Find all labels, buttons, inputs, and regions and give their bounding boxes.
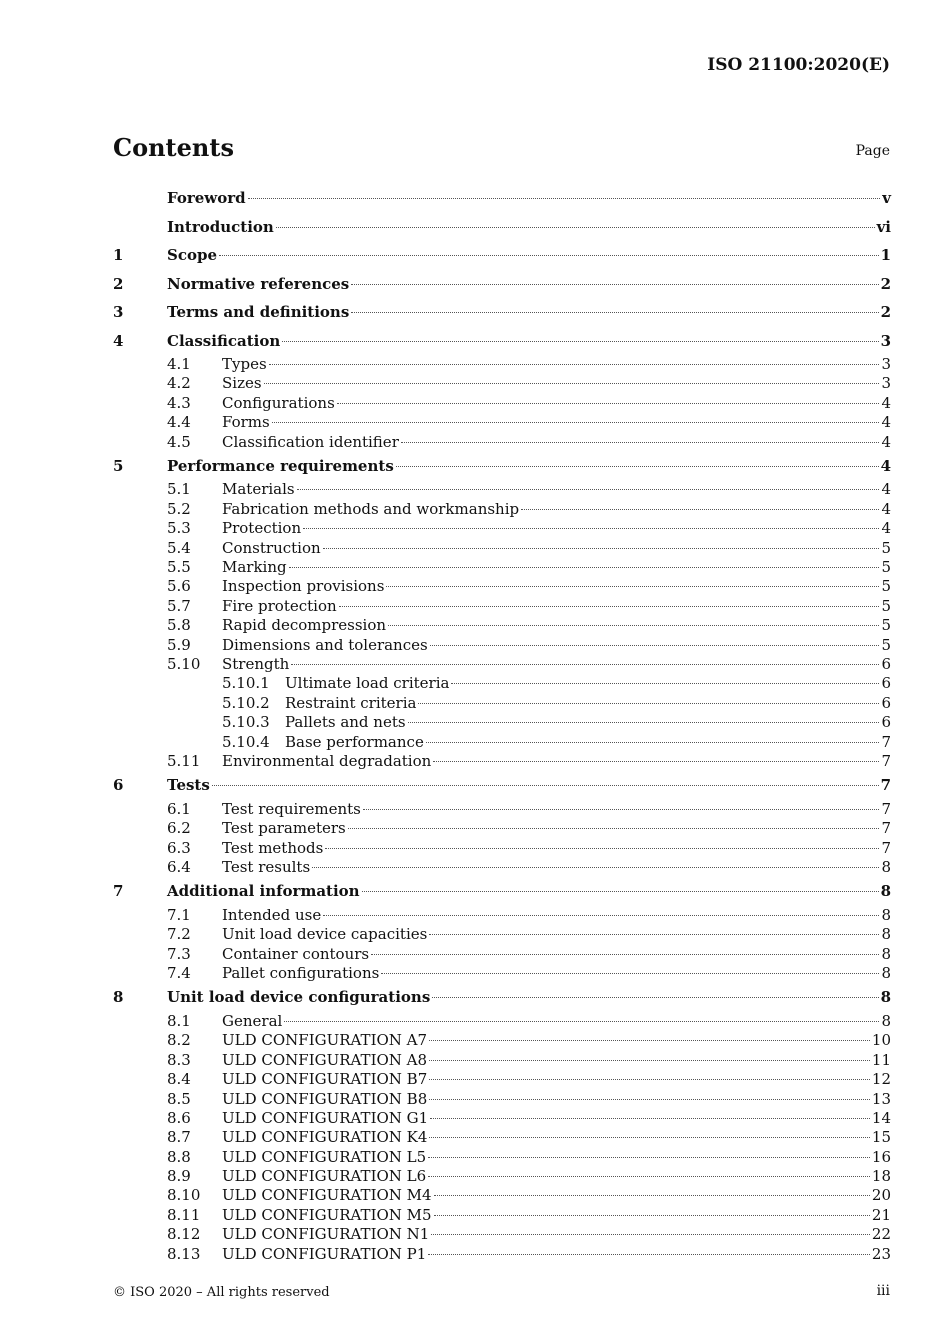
toc-entry-number: 5.5 [167,558,191,577]
toc-entry-number: 2 [113,274,124,293]
dot-leader [388,625,879,626]
toc-entry-number: 8.12 [167,1225,201,1244]
toc-entry-label: Configurations [222,393,335,412]
toc-entry-page: 16 [871,1147,891,1166]
dot-leader [428,1254,870,1255]
toc-entry-label: Strength [222,654,290,673]
dot-leader [451,683,879,684]
toc-entry[interactable] [113,839,891,858]
toc-entry[interactable] [113,1012,891,1031]
toc-entry-page: 8 [881,944,891,963]
toc-entry[interactable] [113,327,891,356]
toc-entry-label: Rapid decompression [222,616,387,635]
toc-entry-page: 14 [871,1108,891,1127]
toc-entry-label: Inspection provisions [222,577,385,596]
toc-entry[interactable] [113,983,891,1012]
toc-entry[interactable] [113,597,891,616]
dot-leader [272,422,880,423]
toc-entry-number: 6.1 [167,799,191,818]
toc-entry-page: 5 [881,635,891,654]
toc-entry-label: Scope [167,246,218,264]
toc-entry-page: 6 [881,654,891,673]
dot-leader [219,255,879,256]
toc-entry-page: 11 [871,1050,891,1069]
toc-entry[interactable] [113,1245,891,1264]
toc-entry-page: 8 [881,925,891,944]
toc-entry[interactable] [113,1090,891,1109]
toc-entry-page: 8 [881,964,891,983]
toc-entry-page: 7 [881,751,891,770]
toc-entry-label: ULD CONFIGURATION B7 [222,1070,428,1089]
toc-entry-label: Forms [222,413,270,432]
toc-entry[interactable] [113,1128,891,1147]
toc-entry-number: 5.11 [167,751,201,770]
dot-leader [433,761,879,762]
toc-entry-page: 4 [881,519,891,538]
toc-entry-label: Base performance [285,732,424,751]
toc-entry[interactable] [113,452,891,481]
toc-entry-label: Materials [222,480,295,499]
toc-entry-label: Foreword [167,189,246,207]
dot-leader [337,403,880,404]
toc-entry-number: 5.10 [167,654,201,673]
toc-entry[interactable] [113,539,891,558]
toc-entry-page: 15 [871,1128,891,1147]
document-id: ISO 21100:2020(E) [707,55,890,75]
toc-entry-number: 5.2 [167,499,191,518]
toc-entry-page: 2 [880,274,891,293]
dot-leader [426,742,880,743]
toc-entry-page: 7 [881,732,891,751]
dot-leader [297,489,880,490]
dot-leader [339,606,880,607]
toc-entry-number: 6.4 [167,857,191,876]
toc-entry-number: 8.8 [167,1147,191,1166]
toc-entry-number: 6.2 [167,819,191,838]
toc-entry-number: 7 [113,882,124,901]
toc-entry-label: Terms and definitions [167,303,350,321]
toc-entry[interactable] [113,577,891,596]
toc-entry-page: 3 [881,355,891,373]
toc-entry-number: 8.10 [167,1186,201,1205]
toc-entry[interactable] [113,270,891,299]
toc-entry-number: 5.10.1 [222,674,270,693]
toc-entry-page: 5 [881,558,891,577]
dot-leader [303,528,879,529]
toc-entry-number: 8.4 [167,1070,191,1089]
toc-entry-page: 4 [881,413,891,432]
toc-entry[interactable] [113,636,891,655]
toc-entry-number: 5.10.2 [222,693,270,712]
toc-entry-number: 6.3 [167,838,191,857]
toc-entry[interactable] [113,945,891,964]
toc-entry-page: 4 [881,499,891,518]
toc-entry[interactable] [113,694,891,713]
toc-entry[interactable] [113,394,891,413]
dot-leader [386,586,879,587]
toc-entry[interactable] [113,1148,891,1167]
toc-entry-number: 3 [113,303,124,321]
toc-entry[interactable] [113,433,891,452]
toc-entry-number: 8.6 [167,1108,191,1127]
toc-entry-page: 4 [881,480,891,499]
toc-entry-label: Pallets and nets [285,713,406,732]
dot-leader [289,567,880,568]
dot-leader [431,1234,870,1235]
dot-leader [269,364,880,365]
dot-leader [212,785,879,786]
dot-leader [264,383,880,384]
toc-entry-page: 5 [881,577,891,596]
toc-entry-number: 4.5 [167,432,191,451]
toc-entry-label: Dimensions and tolerances [222,635,428,654]
toc-entry-label: Container contours [222,944,370,963]
toc-entry-number: 8.7 [167,1128,191,1147]
toc-entry[interactable] [113,355,891,374]
toc-entry-label: ULD CONFIGURATION A7 [222,1031,428,1050]
toc-entry-label: Introduction [167,217,274,236]
toc-entry[interactable] [113,964,891,983]
toc-entry-label: Types [222,355,267,373]
toc-entry-page: 7 [881,819,891,838]
toc-entry-label: Test results [222,857,311,876]
toc-entry[interactable] [113,752,891,771]
dot-leader [248,198,881,199]
dot-leader [381,973,879,974]
toc-entry-page: 2 [880,303,891,321]
toc-entry-page: 12 [871,1070,891,1089]
toc-entry-number: 8.13 [167,1244,201,1263]
toc-entry-label: Unit load device capacities [222,925,428,944]
toc-entry-number: 5.1 [167,480,191,499]
toc-entry-page: 10 [871,1031,891,1050]
toc-entry-page: 6 [881,713,891,732]
toc-entry-page: 4 [880,456,891,475]
toc-entry[interactable] [113,877,891,906]
toc-entry-label: ULD CONFIGURATION N1 [222,1225,430,1244]
toc-entry-number: 7.4 [167,964,191,983]
toc-entry-page: 13 [871,1089,891,1108]
toc-entry-number: 7.3 [167,944,191,963]
toc-entry-label: ULD CONFIGURATION L5 [222,1147,427,1166]
toc-entry[interactable] [113,1225,891,1244]
toc-entry-page: 7 [880,776,891,795]
toc-entry[interactable] [113,800,891,819]
toc-entry[interactable] [113,858,891,877]
toc-entry-page: 5 [881,616,891,635]
dot-leader [429,1137,869,1138]
toc-entry[interactable] [113,1167,891,1186]
toc-entry-label: Classification identifier [222,432,399,451]
toc-entry[interactable] [113,213,891,242]
toc-entry-label: Environmental degradation [222,751,432,770]
dot-leader [282,341,878,342]
toc-entry-page: 8 [881,1011,891,1030]
dot-leader [429,1079,870,1080]
toc-entry[interactable] [113,1186,891,1205]
toc-entry[interactable] [113,558,891,577]
toc-entry-label: ULD CONFIGURATION K4 [222,1128,428,1147]
toc-entry-label: Additional information [167,882,360,901]
dot-leader [351,284,878,285]
toc-entry-page: 3 [880,331,891,350]
dot-leader [291,664,879,665]
toc-entry[interactable] [113,374,891,393]
toc-entry-number: 5.6 [167,577,191,596]
toc-entry-label: Intended use [222,905,322,924]
toc-entry-page: 22 [871,1225,891,1244]
toc-entry-label: Protection [222,519,302,538]
toc-entry-page: 8 [881,857,891,876]
toc-entry-number: 5.10.4 [222,732,270,751]
toc-entry[interactable] [113,413,891,432]
toc-entry-number: 6 [113,776,124,795]
toc-entry-page: vi [876,217,891,236]
toc-entry-number: 5 [113,456,124,475]
toc-entry-page: 3 [881,374,891,393]
toc-entry[interactable] [113,713,891,732]
toc-entry-number: 1 [113,246,124,264]
dot-leader [434,1195,870,1196]
dot-leader [323,548,880,549]
dot-leader [434,1215,870,1216]
dot-leader [428,1176,870,1177]
dot-leader [362,891,879,892]
toc-entry-page: v [882,189,891,207]
toc-entry-label: Construction [222,538,321,557]
dot-leader [418,703,879,704]
dot-leader [408,722,880,723]
toc-entry[interactable] [113,241,891,270]
toc-entry-label: Sizes [222,374,262,393]
dot-leader [429,934,879,935]
toc-entry[interactable] [113,616,891,635]
toc-entry-number: 5.10.3 [222,713,270,732]
toc-entry-page: 4 [881,432,891,451]
dot-leader [363,809,880,810]
toc-entry-number: 8.11 [167,1205,201,1224]
toc-entry-number: 8.2 [167,1031,191,1050]
toc-entry[interactable] [113,500,891,519]
toc-entry-number: 8.9 [167,1167,191,1186]
toc-entry[interactable] [113,1070,891,1089]
toc-entry-number: 5.8 [167,616,191,635]
dot-leader [432,997,878,998]
toc-entry-page: 23 [871,1244,891,1263]
dot-leader [428,1157,870,1158]
toc-entry-page: 5 [881,538,891,557]
dot-leader [521,509,879,510]
dot-leader [312,867,879,868]
toc-entry-label: Classification [167,331,281,350]
toc-entry-label: ULD CONFIGURATION M5 [222,1205,432,1224]
toc-entry-number: 4.4 [167,413,191,432]
page-number: iii [876,1283,890,1299]
dot-leader [429,1060,870,1061]
toc-entry-label: Fire protection [222,596,337,615]
toc-entry[interactable] [113,655,891,674]
toc-entry-number: 8.5 [167,1089,191,1108]
toc-entry-number: 8.3 [167,1050,191,1069]
toc-entry-label: ULD CONFIGURATION P1 [222,1244,427,1263]
toc-entry-label: ULD CONFIGURATION G1 [222,1108,429,1127]
toc-entry-number: 4.3 [167,393,191,412]
toc-entry-page: 21 [871,1205,891,1224]
toc-entry-number: 5.3 [167,519,191,538]
toc-entry-page: 6 [881,693,891,712]
toc-entry-label: ULD CONFIGURATION B8 [222,1089,428,1108]
toc-entry-page: 6 [881,674,891,693]
toc-entry-page: 20 [871,1186,891,1205]
toc-entry-label: Normative references [167,274,350,293]
toc-entry-page: 7 [881,799,891,818]
toc-entry-number: 4 [113,331,124,350]
toc-entry-label: Tests [167,776,210,795]
toc-entry-label: Fabrication methods and workmanship [222,499,520,518]
dot-leader [276,227,875,228]
toc-entry[interactable] [113,906,891,925]
toc-entry-label: ULD CONFIGURATION A8 [222,1050,428,1069]
toc-entry-label: Test parameters [222,819,346,838]
toc-entry[interactable] [113,298,891,327]
toc-entry[interactable] [113,1051,891,1070]
toc-entry-page: 8 [880,988,891,1007]
toc-entry-number: 4.1 [167,355,191,373]
toc-entry-page: 1 [880,246,891,264]
toc-entry[interactable] [113,819,891,838]
toc-entry-number: 8.1 [167,1011,191,1030]
toc-entry-label: Performance requirements [167,456,394,475]
dot-leader [323,915,879,916]
toc-entry[interactable] [113,1109,891,1128]
dot-leader [284,1021,879,1022]
toc-entry[interactable] [113,519,891,538]
toc-entry-label: Restraint criteria [285,693,417,712]
toc-entry-number: 7.1 [167,905,191,924]
dot-leader [401,442,880,443]
toc-entry-page: 5 [881,596,891,615]
dot-leader [325,848,879,849]
toc-entry-number: 5.7 [167,596,191,615]
dot-leader [430,1118,870,1119]
page-column-label: Page [855,143,890,159]
toc-entry-page: 8 [880,882,891,901]
toc-entry-number: 7.2 [167,925,191,944]
toc-entry-label: ULD CONFIGURATION M4 [222,1186,432,1205]
toc-entry[interactable] [113,733,891,752]
dot-leader [396,466,879,467]
toc-entry[interactable] [113,480,891,499]
dot-leader [371,954,879,955]
toc-entry-page: 4 [881,393,891,412]
toc-entry-number: 4.2 [167,374,191,393]
dot-leader [430,645,880,646]
toc-entry-label: Ultimate load criteria [285,674,450,693]
toc-entry-label: Test methods [222,838,324,857]
toc-entry[interactable] [113,1031,891,1050]
dot-leader [429,1099,870,1100]
table-of-contents [113,184,891,1264]
dot-leader [348,828,880,829]
copyright-notice: © ISO 2020 – All rights reserved [113,1285,330,1300]
toc-entry-number: 8 [113,988,124,1007]
dot-leader [429,1040,870,1041]
toc-entry-label: Test requirements [222,799,361,818]
toc-entry-page: 18 [871,1167,891,1186]
toc-entry[interactable] [113,771,891,800]
toc-entry-label: General [222,1011,283,1030]
toc-entry[interactable] [113,674,891,693]
toc-entry-label: ULD CONFIGURATION L6 [222,1167,427,1186]
toc-entry-label: Unit load device configurations [167,988,431,1007]
toc-entry-page: 7 [881,838,891,857]
toc-entry-label: Marking [222,558,287,577]
toc-entry-number: 5.4 [167,538,191,557]
toc-entry[interactable] [113,184,891,213]
toc-entry-number: 5.9 [167,635,191,654]
toc-entry[interactable] [113,925,891,944]
page-title: Contents [113,133,234,162]
toc-entry-page: 8 [881,905,891,924]
toc-entry-label: Pallet configurations [222,964,380,983]
toc-entry[interactable] [113,1206,891,1225]
dot-leader [351,312,878,313]
